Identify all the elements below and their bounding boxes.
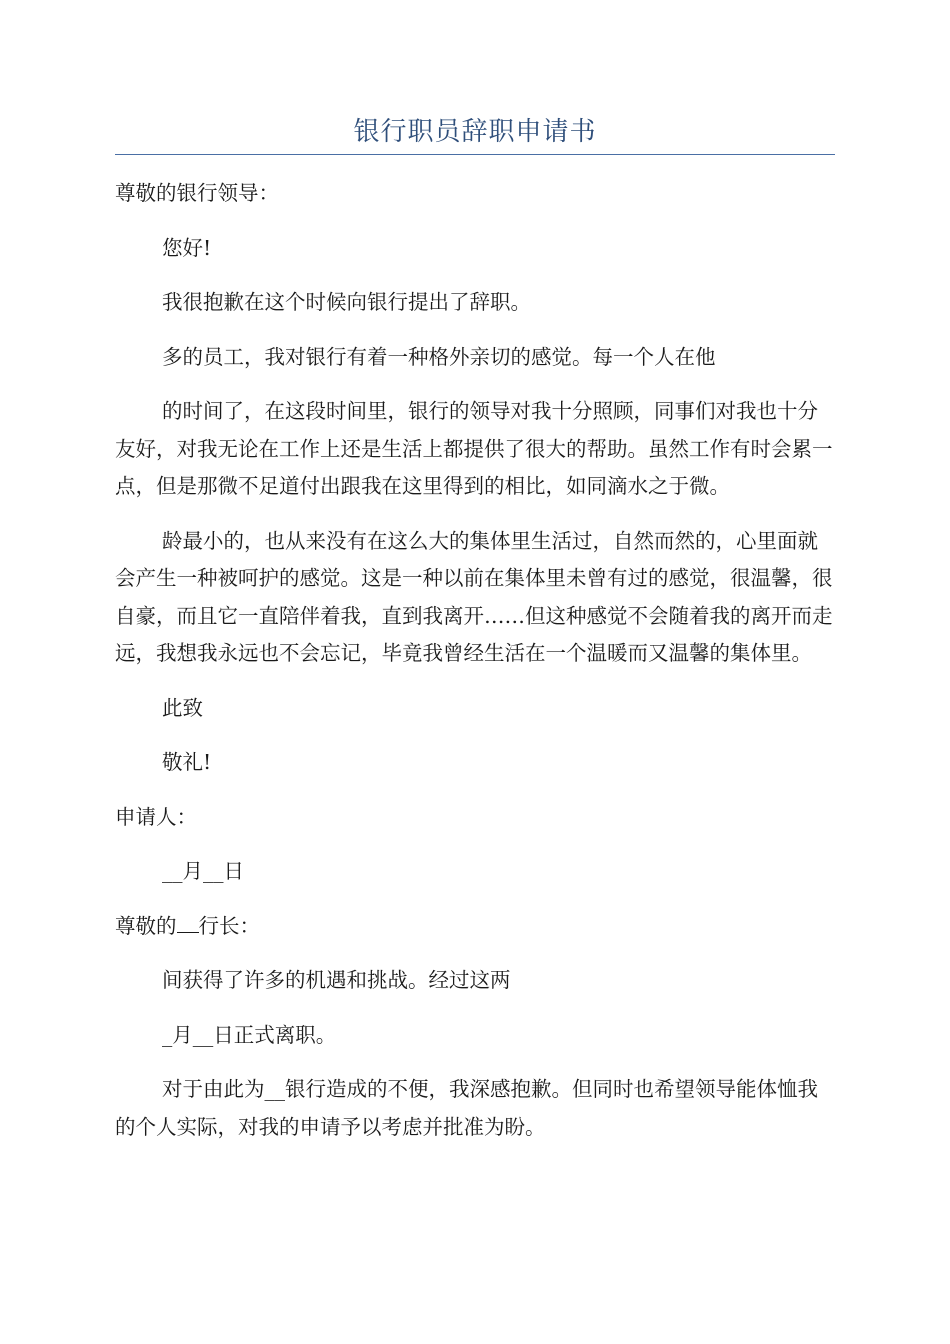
title-underline <box>115 154 835 155</box>
paragraph-2: 多的员工，我对银行有着一种格外亲切的感觉。每一个人在他 <box>162 344 716 369</box>
greeting: 您好! <box>162 235 212 260</box>
closing-line-2: 敬礼! <box>162 750 212 774</box>
salutation-2-suffix: 行长： <box>198 913 260 938</box>
closing-line-1: 此致 <box>162 695 203 720</box>
paragraph-6: _月__日正式离职。 <box>162 1022 337 1047</box>
salutation: 尊敬的银行领导： <box>115 181 279 205</box>
paragraph-3: 的时间了，在这段时间里，银行的领导对我十分照顾，同事们对我也十分友好，对我无论在工作上还是生活上都提供了很大的帮助。虽然工作有时会累一点，但是那微不足道付出跟我在这里得到的相比，如同滴水之于微。 <box>115 399 833 498</box>
paragraph-5: 间获得了许多的机遇和挑战。经过这两 <box>162 968 511 992</box>
paragraph-7: 对于由此为__银行造成的不便，我深感抱歉。但同时也希望领导能体恤我的个人实际，对我的申请予以考虑并批准为盼。 <box>115 1077 818 1139</box>
date-line: __月__日 <box>162 859 244 883</box>
document-body <box>115 175 835 1146</box>
salutation-2-prefix: 尊敬的 <box>115 913 177 938</box>
paragraph-4: 龄最小的，也从来没有在这么大的集体里生活过，自然而然的，心里面就会产生一种被呵护的感觉。这是一种以前在集体里未曾有过的感觉，很温馨，很自豪，而且它一直陪伴着我，直到我离开……但这种感觉不会随着我的离开而走远，我想我永远也不会忘记，毕竟我曾经生活在一个温暖而又温馨的集体里。 <box>115 528 833 665</box>
applicant-label: 申请人： <box>115 804 197 829</box>
salutation-2 <box>115 908 835 946</box>
paragraph-1: 我很抱歉在这个时候向银行提出了辞职。 <box>162 290 531 314</box>
blank-underline <box>177 912 199 933</box>
document-title: 银行职员辞职申请书 <box>353 117 597 147</box>
